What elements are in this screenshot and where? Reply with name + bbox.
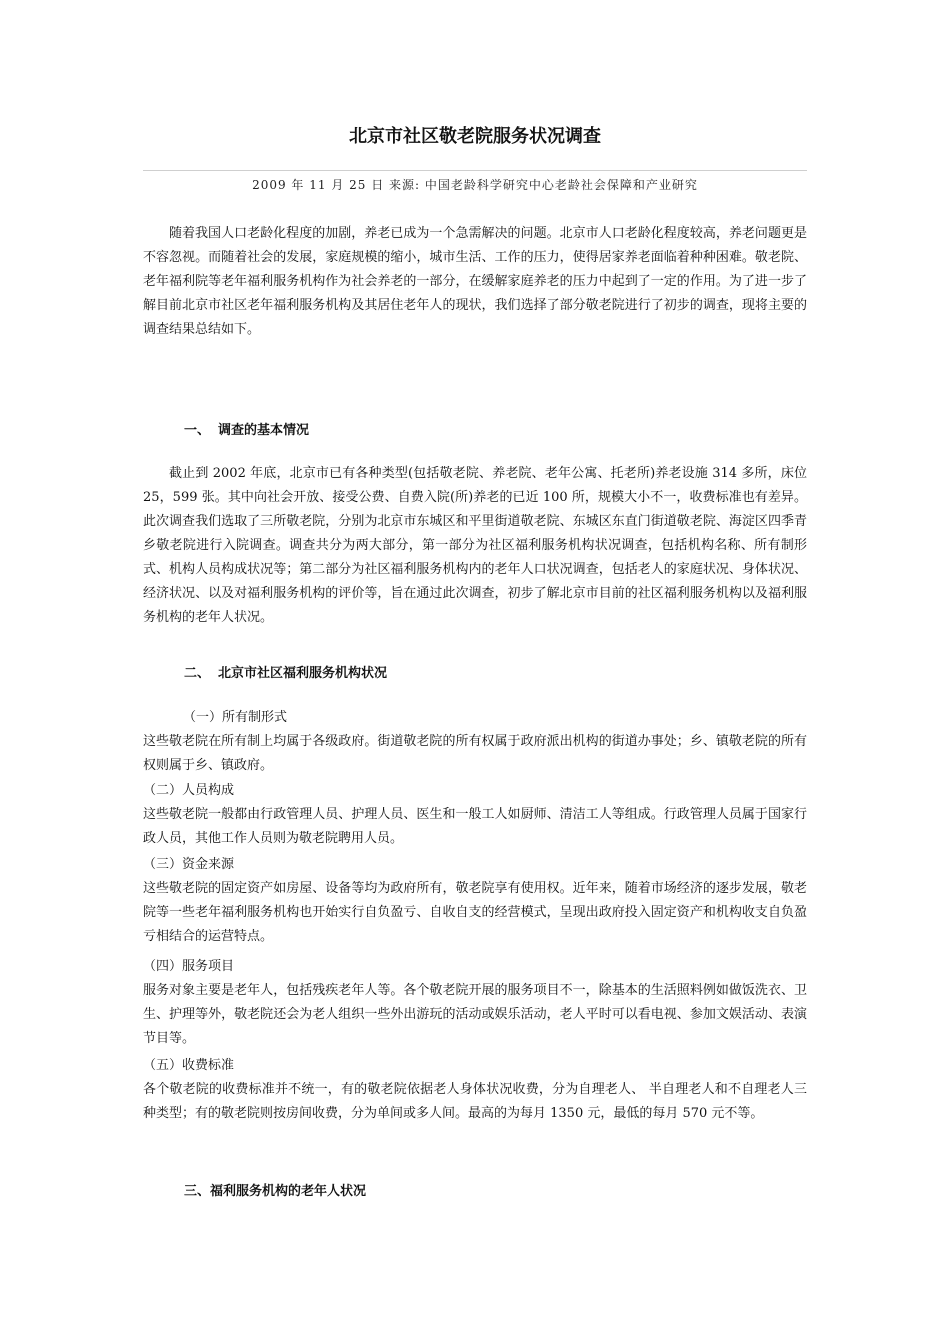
subsection-services-label: （四）服务项目 (143, 959, 235, 974)
section-1-title: 调查的基本情况 (218, 423, 310, 438)
subsection-funding-label: （三）资金来源 (143, 857, 235, 872)
subsection-services-text: 服务对象主要是老年人，包括残疾老年人等。各个敬老院开展的服务项目不一，除基本的生活照料例如做饭洗衣、卫生、护理等外，敬老院还会为老人组织一些外出游玩的活动或娱乐活动，老人平时可以看电视、参加文娱活动、表演节目等。 (143, 983, 807, 1046)
subsection-funding-text: 这些敬老院的固定资产如房屋、设备等均为政府所有，敬老院享有使用权。近年来，随着市场经济的逐步发展，敬老院等一些老年福利服务机构也开始实行自负盈亏、自收自支的经营模式，呈现出政府投入固定资产和机构收支自负盈亏相结合的运营特点。 (143, 881, 807, 944)
subsection-staff-text: 这些敬老院一般都由行政管理人员、护理人员、医生和一般工人如厨师、清洁工人等组成。行政管理人员属于国家行政人员，其他工作人员则为敬老院聘用人员。 (143, 807, 807, 846)
document-title: 北京市社区敬老院服务状况调查 (349, 126, 601, 147)
title-divider (143, 170, 807, 171)
subsection-ownership-text: 这些敬老院在所有制上均属于各级政府。街道敬老院的所有权属于政府派出机构的街道办事处；乡、镇敬老院的所有权则属于乡、镇政府。 (143, 734, 807, 773)
subsection-fees-label: （五）收费标准 (143, 1058, 235, 1073)
subsection-fees-text: 各个敬老院的收费标准并不统一，有的敬老院依据老人身体状况收费，分为自理老人、 半自理老人和不自理老人三种类型；有的敬老院则按房间收费，分为单间或多人间。最高的为每月 1350 元，最低的每月 570 元不等。 (143, 1082, 807, 1121)
section-2-title: 北京市社区福利服务机构状况 (218, 666, 388, 681)
intro-paragraph: 随着我国人口老龄化程度的加剧，养老已成为一个急需解决的问题。北京市人口老龄化程度较高，养老问题更是不容忽视。而随着社会的发展，家庭规模的缩小，城市生活、工作的压力，使得居家养老面临着种种困难。敬老院、老年福利院等老年福利服务机构作为社会养老的一部分，在缓解家庭养老的压力中起到了一定的作用。为了进一步了解目前北京市社区老年福利服务机构及其居住老年人的现状，我们选择了部分敬老院进行了初步的调查，现将主要的调查结果总结如下。 (143, 226, 807, 337)
document-meta: 2009 年 11 月 25 日 来源: 中国老龄科学研究中心老龄社会保障和产业研究 (252, 178, 698, 192)
subsection-ownership-label: （一）所有制形式 (183, 710, 288, 725)
section-2-number: 二、 (184, 666, 211, 681)
section-1-paragraph: 截止到 2002 年底，北京市已有各种类型(包括敬老院、养老院、老年公寓、托老所)养老设施 314 多所，床位 25，599 张。其中向社会开放、接受公费、自费入院(所)养老的已近 100 所，规模大小不一，收费标准也有差异。此次调查我们选取了三所敬老院，分别为北京市东城区和平里街道敬老院、东城区东直门街道敬老院、海淀区四季青乡敬老院进行入院调查。调查共分为两大部分，第一部分为社区福利服务机构状况调查，包括机构名称、所有制形式、机构人员构成状况等；第二部分为社区福利服务机构内的老年人口状况调查，包括老人的家庭状况、身体状况、经济状况、以及对福利服务机构的评价等，旨在通过此次调查，初步了解北京市目前的社区福利服务机构以及福利服务机构的老年人状况。 (143, 466, 807, 625)
section-2-heading (184, 662, 387, 681)
section-1-number: 一、 (184, 423, 211, 438)
section-1-heading (184, 419, 309, 438)
section-3-heading: 三、福利服务机构的老年人状况 (184, 1184, 367, 1199)
subsection-staff-label: （二）人员构成 (143, 783, 235, 798)
